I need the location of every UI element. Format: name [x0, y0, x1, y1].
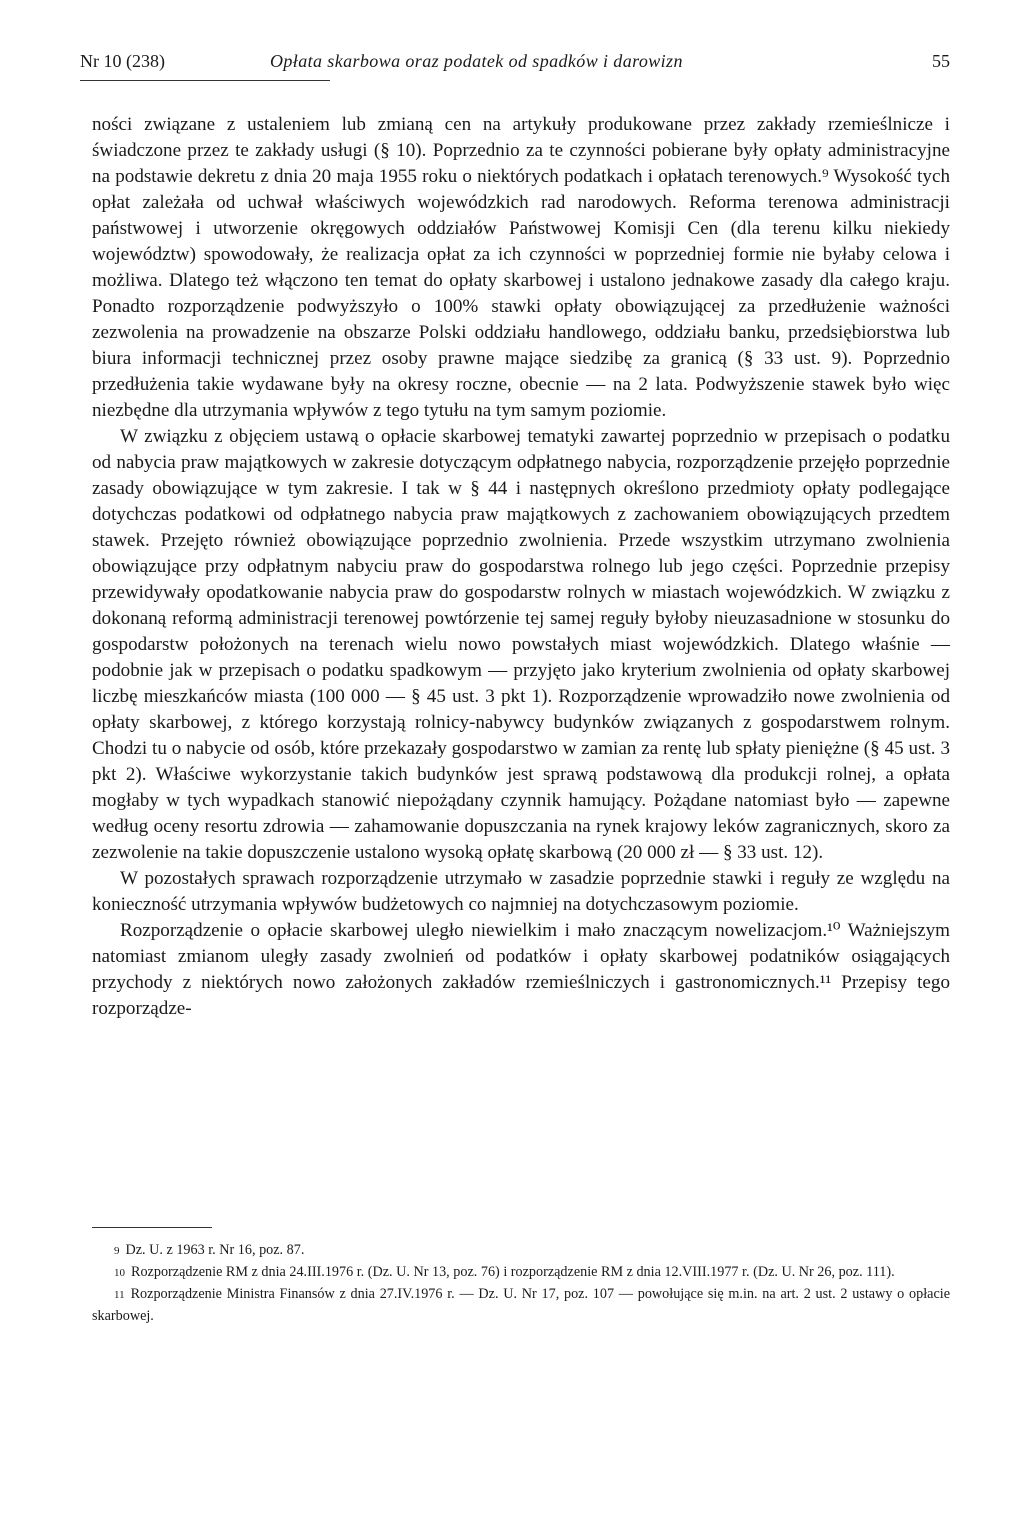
footnote-item — [92, 1284, 950, 1327]
paragraph: Rozporządzenie o opłacie skarbowej uległo niewielkim i mało znaczącym nowelizacjom.¹⁰ Ważniejszym natomiast zmianom uległy zasady zwolnień od podatków i opłaty skarbowej podatników osiągających przychody z niektórych nowo założonych zakładów rzemieślniczych i gastronomicznych.¹¹ Przepisy tego rozporządze- — [92, 920, 950, 1019]
footnotes — [92, 1240, 950, 1327]
footnote-rule — [92, 1227, 212, 1228]
header-rule — [80, 80, 330, 81]
footnote-item — [92, 1262, 950, 1284]
footnote-item — [92, 1240, 950, 1262]
footnote-text: Rozporządzenie Ministra Finansów z dnia 27.IV.1976 r. — Dz. U. Nr 17, poz. 107 — powołujące się m.in. na art. 2 ust. 2 ustawy o opłacie skarbowej. — [92, 1286, 950, 1324]
issue-number: Nr 10 (238) — [80, 51, 165, 71]
footnote-number: 11 — [114, 1289, 125, 1301]
paragraph: W związku z objęciem ustawą o opłacie skarbowej tematyki zawartej poprzednio w przepisach o podatku od nabycia praw majątkowych w zakresie dotyczącym odpłatnego nabycia, rozporządzenie przejęło poprzednie zasady obowiązujące w tym zakresie. I tak w § 44 i następnych określono przedmioty opłaty podlegające dotychczas podatkowi od odpłatnego nabycia praw majątkowych z zachowaniem obowiązujących przedtem stawek. Przejęto również obowiązujące poprzednio zwolnienia. Przede wszystkim utrzymano zwolnienia obowiązujące przy odpłatnym nabyciu praw do gospodarstwa rolnego lub jego części. Poprzednie przepisy przewidywały opodatkowanie nabycia praw do gospodarstw rolnych w miastach wojewódzkich. W związku z dokonaną reformą administracji terenowej powtórzenie tej samej reguły byłoby nieuzasadnione w stosunku do gospodarstw położonych na terenach wielu nowo powstałych miast wojewódzkich. Dlatego właśnie — podobnie jak w przepisach o podatku spadkowym — przyjęto jako kryterium zwolnienia od opłaty skarbowej liczbę mieszkańców miasta (100 000 — § 45 ust. 3 pkt 1). Rozporządzenie wprowadziło nowe zwolnienia od opłaty skarbowej, z którego korzystają rolnicy-nabywcy budynków związanych z gospodarstwem rolnym. Chodzi tu o nabycie od osób, które przekazały gospodarstwo w zamian za rentę lub spłaty pieniężne (§ 45 ust. 3 pkt 2). Właściwe wykorzystanie takich budynków jest sprawą podstawową dla produkcji rolnej, a opłata mogłaby w tych wypadkach stanowić niepożądany czynnik hamujący. Pożądane natomiast było — zapewne według oceny resortu zdrowia — zahamowanie dopuszczania na rynek krajowy leków zagranicznych, skoro za zezwolenie na takie dopuszczenie ustalono wysoką opłatę skarbową (20 000 zł — § 33 ust. 12). — [92, 426, 950, 863]
footnote-text: Rozporządzenie RM z dnia 24.III.1976 r. (Dz. U. Nr 13, poz. 76) i rozporządzenie RM z dnia 12.VIII.1977 r. (Dz. U. Nr 26, poz. 111). — [131, 1264, 895, 1280]
footnote-number: 9 — [114, 1245, 120, 1257]
body-text — [92, 112, 950, 1022]
running-title: Opłata skarbowa oraz podatek od spadków i darowizn — [270, 51, 683, 71]
paragraph-continued: ności związane z ustaleniem lub zmianą cen na artykuły produkowane przez zakłady rzemieślnicze i świadczone przez te zakłady usługi (§ 10). Poprzednio za te czynności pobierane były opłaty administracyjne na podstawie dekretu z dnia 20 maja 1955 roku o niektórych podatkach i opłatach terenowych.⁹ Wysokość tych opłat zależała od uchwał właściwych wojewódzkich rad narodowych. Reforma terenowa administracji państwowej i utworzenie okręgowych oddziałów Państwowej Komisji Cen (dla terenu kilku niekiedy województw) spowodowały, że realizacja opłat za ich czynności w poprzedniej formie nie byłaby celowa i możliwa. Dlatego też włączono ten temat do opłaty skarbowej i ustalono jednakowe zasady dla całego kraju. Ponadto rozporządzenie podwyższyło o 100% stawki opłaty obowiązującej za przedłużenie ważności zezwolenia na prowadzenie na obszarze Polski oddziału handlowego, oddziału banku, przedsiębiorstwa lub biura informacji technicznej przez osoby prawne mające siedzibę za granicą (§ 33 ust. 9). Poprzednio przedłużenia takie wydawane były na okresy roczne, obecnie — na 2 lata. Podwyższenie stawek było więc niezbędne dla utrzymania wpływów z tego tytułu na tym samym poziomie. — [92, 114, 950, 421]
page-number: 55 — [932, 51, 950, 71]
footnote-text: Dz. U. z 1963 r. Nr 16, poz. 87. — [125, 1242, 305, 1258]
running-header — [80, 49, 950, 75]
paragraph: W pozostałych sprawach rozporządzenie utrzymało w zasadzie poprzednie stawki i reguły ze względu na konieczność utrzymania wpływów budżetowych co najmniej na dotychczasowym poziomie. — [92, 868, 950, 915]
footnote-number: 10 — [114, 1267, 125, 1279]
